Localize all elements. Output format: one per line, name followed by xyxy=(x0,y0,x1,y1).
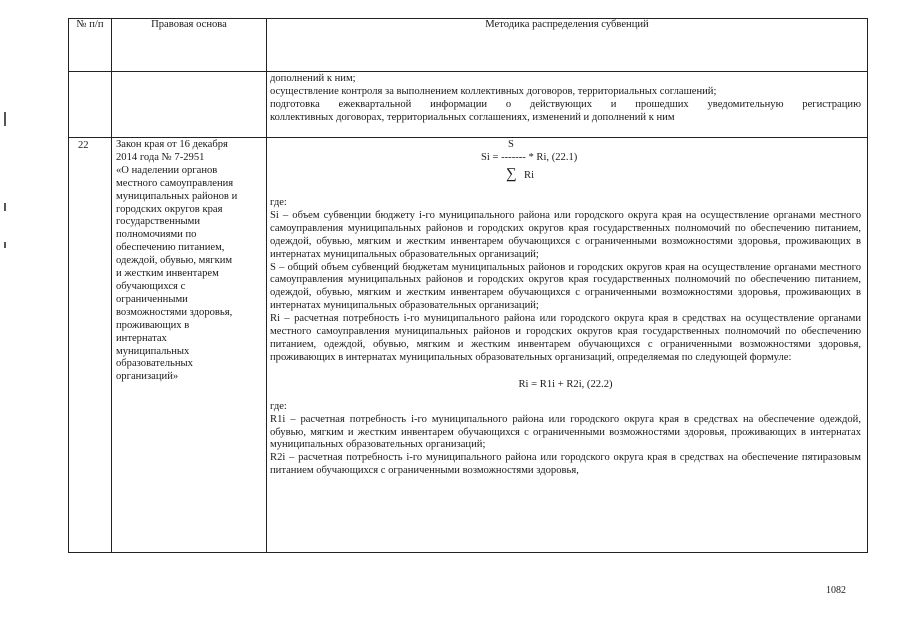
header-number: № п/п xyxy=(69,19,112,72)
definition-r2i: R2i – расчетная потребность i-го муниципального района или городского округа края в средствах на обеспечение пятиразовым питанием обучающихся с ограниченными возможностями здоровья, xyxy=(270,452,861,477)
continuation-row xyxy=(69,72,868,138)
formula-22-2: Ri = R1i + R2i, (22.2) xyxy=(518,378,613,390)
continuation-line: коллективных договорах, территориальных соглашениях, изменений и дополнений к ним xyxy=(270,111,675,123)
law-line: ограниченными xyxy=(116,293,188,305)
law-line: возможностями здоровья, xyxy=(116,306,233,318)
subvention-table xyxy=(68,18,868,553)
continuation-line: подготовка ежеквартальной информации о действующих и прошедших уведомительную регистрацию xyxy=(270,98,861,110)
table-row-22 xyxy=(69,138,868,553)
law-line: образовательных xyxy=(116,358,193,370)
where-label: где: xyxy=(270,400,287,412)
sum-symbol: ∑ xyxy=(506,166,517,182)
law-line: проживающих в xyxy=(116,319,190,331)
law-line: обучающихся с xyxy=(116,280,186,292)
law-line: организаций» xyxy=(116,371,179,383)
law-line: и жестким инвентарем xyxy=(116,268,219,280)
row-number: 22 xyxy=(69,138,112,553)
law-line: муниципальных районов и xyxy=(116,190,238,202)
law-line: одеждой, обувью, мягким xyxy=(116,255,233,267)
formula-numerator: S xyxy=(508,139,514,150)
table-header-row xyxy=(69,19,868,72)
method-cell xyxy=(267,138,868,553)
where-label: где: xyxy=(270,197,287,208)
continuation-method xyxy=(267,72,868,138)
continuation-law xyxy=(112,72,267,138)
law-line: государственными xyxy=(116,216,201,228)
header-method: Методика распределения субвенций xyxy=(267,19,868,72)
definition-s: S – общий объем субвенций бюджетам муниципальных районов и городских округов края на осуществление органами местного самоуправления муниципальных районов и городских округов края государственных полномочий по обеспечению питанием, одеждой, обувью, мягким и жестким инвентарем обучающихся с ограниченными возможностями здоровья, проживающих в интернатах муниципальных образовательных организаций; xyxy=(270,261,861,312)
definition-ri: Ri – расчетная потребность i-го муниципального района или городского округа края в средствах на осуществление органами местного самоуправления муниципальных районов и городских округов края государственных полномочий по обеспечению питанием, одеждой, обувью, мягким и жестким инвентарем обучающихся с ограниченными возможностями здоровья, проживающих в интернатах муниципальных образовательных организаций, определяемая по следующей формуле: xyxy=(270,313,861,363)
legal-basis-cell xyxy=(112,138,267,553)
definition-si: Si – объем субвенции бюджету i-го муниципального района или городского округа края на осуществление органами местного самоуправления муниципальных районов и городских округов края государственных полномочий по обеспечению питанием, одеждой, обувью, мягким и жестким инвентарем обучающихся с ограниченными возможностями здоровья, проживающих в интернатах муниципальных образовательных организаций; xyxy=(270,209,861,260)
continuation-number xyxy=(69,72,112,138)
scan-mark xyxy=(4,112,6,126)
law-line: местного самоуправления xyxy=(116,177,234,189)
formula-22-1 xyxy=(270,139,861,197)
page-number: 1082 xyxy=(826,585,846,596)
continuation-line: дополнений к ним; xyxy=(270,73,356,84)
formula-main: Si = ------- * Ri, (22.1) xyxy=(481,152,578,163)
law-line: 2014 года № 7-2951 xyxy=(116,151,205,163)
law-line: интернатах xyxy=(116,332,167,344)
header-legal-basis: Правовая основа xyxy=(112,19,267,72)
law-line: обеспечению питанием, xyxy=(116,242,225,254)
law-line: полномочиями по xyxy=(116,229,197,241)
scan-mark xyxy=(4,203,6,211)
definition-r1i: R1i – расчетная потребность i-го муниципального района или городского округа края в средствах на обеспечение одеждой, обувью, мягким и жестким инвентарем обучающихся с ограниченными возможностями здоровья, проживающих в интернатах муниципальных образовательных организаций; xyxy=(270,413,861,451)
law-line: «О наделении органов xyxy=(116,164,218,176)
scan-mark xyxy=(4,242,6,248)
continuation-line: осуществление контроля за выполнением коллективных договоров, территориальных соглашений; xyxy=(270,85,717,97)
law-line: муниципальных xyxy=(116,345,190,357)
law-line: городских округов края xyxy=(116,203,223,215)
formula-denominator: Ri xyxy=(524,170,535,181)
law-line: Закон края от 16 декабря xyxy=(116,139,228,150)
